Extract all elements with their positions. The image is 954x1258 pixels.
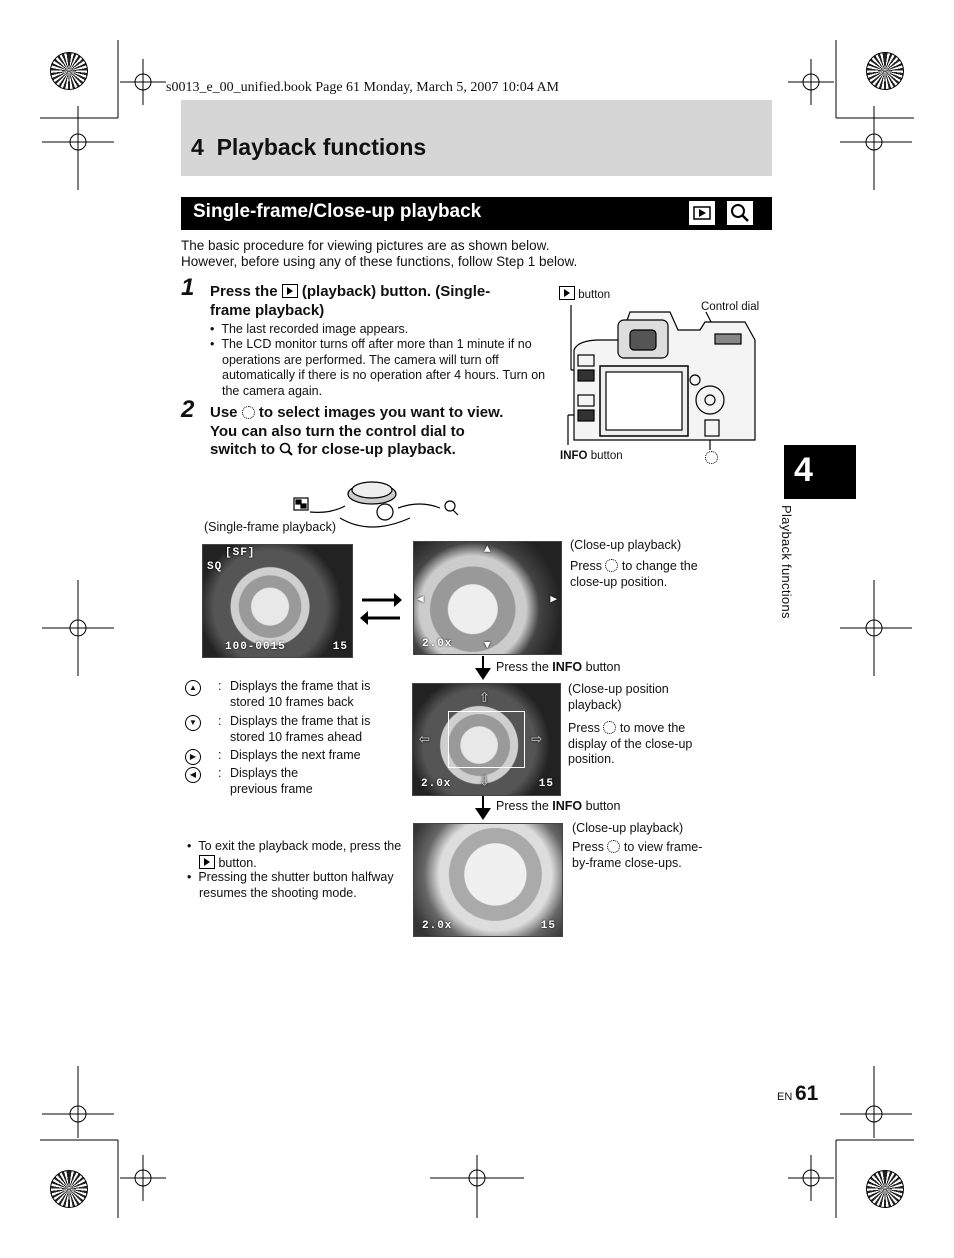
chapter-tab-number: 4 xyxy=(794,451,813,489)
step-1-text: Press the (playback) button. (Single- frame playback) xyxy=(210,283,491,319)
closeup-position-frame xyxy=(448,711,525,768)
right-arrow-icon: ▶ xyxy=(550,594,558,606)
note-exit-playback: • To exit the playback mode, press the button. xyxy=(187,839,402,870)
flow-arrow-1 xyxy=(475,668,491,680)
arrow-pad-icon xyxy=(242,406,255,419)
up-arrow-icon: ⇧ xyxy=(479,688,491,708)
magnify-icon xyxy=(279,442,293,456)
right-key-icon: ▶ xyxy=(185,749,201,765)
camera-control-dial-label: Control dial xyxy=(701,301,760,313)
step-2-number: 2 xyxy=(181,396,195,423)
single-frame-label: (Single-frame playback) xyxy=(204,520,336,534)
step-1-bullet-2: • The LCD monitor turns off after more than 1 minute if no operations are performed. The camera will turn off automatically if there is no operation after 4 hours. Turn on the camera again. xyxy=(210,337,546,398)
print-header: s0013_e_00_unified.book Page 61 Monday, March 5, 2007 10:04 AM xyxy=(166,80,559,95)
section-title: Single-frame/Close-up playback xyxy=(193,201,482,222)
chapter-tab xyxy=(784,445,856,499)
photo-zoom-label: 2.0x xyxy=(422,638,453,650)
photo-mode-label: [SF] xyxy=(225,547,256,559)
step-1-bullet-1: • The last recorded image appears. xyxy=(210,322,409,336)
intro-line-1: The basic procedure for viewing pictures are as shown below. xyxy=(181,238,550,253)
intro-line-2: However, before using any of these functions, follow Step 1 below. xyxy=(181,254,578,269)
left-key-icon: ◀ xyxy=(185,767,201,783)
down-key-icon: ▼ xyxy=(185,715,201,731)
closeup-photo-1 xyxy=(413,541,562,655)
photo-frame-count: 15 xyxy=(540,920,556,932)
page-number: 61 xyxy=(795,1082,819,1105)
note-shutter-halfway: • Pressing the shutter button halfway resumes the shooting mode. xyxy=(187,870,394,900)
closeup-position-text: Press to move the display of the close-up position. xyxy=(568,721,693,766)
step-2-text: Use to select images you want to view. You can also turn the control dial to switch to for close-up playback. xyxy=(210,404,504,458)
camera-info-label: INFO button xyxy=(560,450,623,462)
playback-icon xyxy=(688,200,716,226)
playback-button-icon xyxy=(199,855,215,869)
closeup-position-title: (Close-up position playback) xyxy=(568,682,669,712)
step-1-number: 1 xyxy=(181,274,195,301)
photo-frame-count: 15 xyxy=(538,778,554,790)
chapter-title: 4 Playback functions xyxy=(191,134,427,160)
key-row-down: ▼ : Displays the frame that is stored 10 frames ahead xyxy=(183,713,413,748)
right-arrow-icon: ⇨ xyxy=(531,730,543,750)
arrow-pad-icon xyxy=(605,559,618,572)
press-info-2: Press the INFO button xyxy=(496,799,621,813)
closeup-position-photo xyxy=(412,683,561,796)
single-frame-photo xyxy=(202,544,353,658)
flow-arrow-2 xyxy=(475,808,491,820)
camera-playback-label: button xyxy=(559,286,610,304)
playback-button-icon xyxy=(282,284,298,298)
chapter-side-label: Playback functions xyxy=(779,505,794,619)
up-key-icon: ▲ xyxy=(185,680,201,696)
photo-frame-count: 15 xyxy=(332,641,348,653)
arrow-pad-icon xyxy=(705,451,718,464)
section-bar xyxy=(181,197,772,230)
playback-button-icon xyxy=(559,286,575,300)
press-info-1: Press the INFO button xyxy=(496,660,621,674)
down-arrow-icon: ⇩ xyxy=(479,772,491,792)
up-arrow-icon: ▲ xyxy=(484,544,492,556)
photo-quality-label: SQ xyxy=(207,561,223,573)
left-arrow-icon: ◀ xyxy=(417,594,425,606)
key-row-up: ▲ : Displays the frame that is stored 10 frames back xyxy=(183,678,413,713)
key-row-left: ◀ : Displays the previous frame xyxy=(183,766,413,801)
photo-zoom-label: 2.0x xyxy=(422,920,453,932)
closeup-2-title: (Close-up playback) xyxy=(572,821,684,835)
switch-arrows-icon xyxy=(358,588,404,628)
magnify-icon xyxy=(726,200,754,226)
closeup-1-title: (Close-up playback) xyxy=(570,538,682,552)
down-arrow-icon: ▼ xyxy=(484,640,492,652)
key-legend xyxy=(183,678,413,801)
chapter-header xyxy=(181,100,772,176)
key-row-right: ▶ : Displays the next frame xyxy=(183,748,413,766)
arrow-pad-icon xyxy=(607,840,620,853)
arrow-pad-icon xyxy=(603,721,616,734)
left-arrow-icon: ⇦ xyxy=(419,730,431,750)
closeup-photo-2 xyxy=(413,823,563,937)
camera-back-illustration xyxy=(560,300,760,450)
footer-lang: EN xyxy=(777,1091,793,1103)
photo-zoom-label: 2.0x xyxy=(421,778,452,790)
closeup-1-text: Press to change the close-up position. xyxy=(570,559,698,589)
photo-file-number: 100-0015 xyxy=(225,641,286,653)
closeup-2-text: Press to view frame-by-frame close-ups. xyxy=(572,840,703,870)
